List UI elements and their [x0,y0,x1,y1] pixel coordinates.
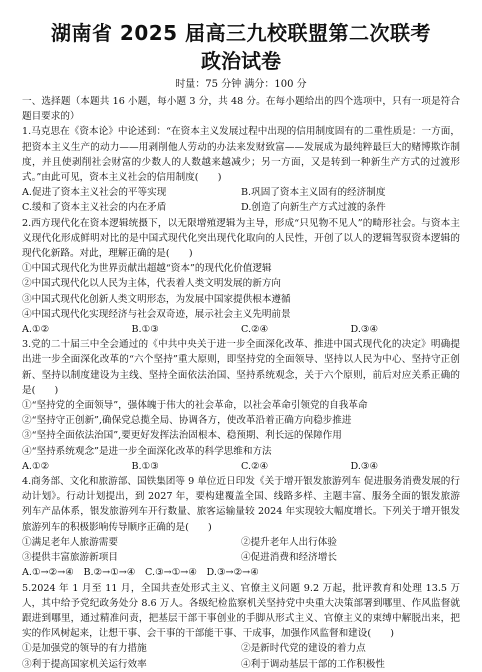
question-4-item: ②提升老年人出行体验 [241,536,337,548]
question-4-items-row-2 [22,550,460,565]
question-2-option-d: D.③④ [350,324,379,336]
question-4-options: A.①→②→④ B.②→①→④ C.③→①→④ D.③→②→④ [22,567,259,579]
subject-title: 政治试卷 [201,49,281,73]
question-1-option-d: D.创造了向新生产方式过渡的条件 [241,202,386,214]
question-1-option-b: B.巩固了资本主义固有的经济制度 [241,187,386,199]
question-4-item: ①满足老年人旅游需要 [22,536,118,548]
question-1-stem: 1.马克思在《资本论》中论述到：“在资本主义发展过程中出现的信用制度固有的二重性质是：一方面，把资本主义生产的动力——用剥削他人劳动的办法来发财致富——发展成为最纯粹最巨大的赌博欺诈制度，并且使剥削社会财富的少数人的人数越来越减少；另一方面，又是转到一种新生产方式的过渡形式。”由此可见，资本主义社会的信用制度( ) [22,126,460,184]
question-2-option-b: B.①③ [131,324,159,336]
question-3-item: ①“坚持党的全面领导”，强体魄于伟大的社会革命，以社会革命引领党的自我革命 [22,400,368,412]
question-3-option-b: B.①③ [131,460,159,472]
question-2-item: ④中国式现代化实现经济与社会双奇迹，展示社会主义先明前景 [22,308,291,320]
question-5-item: ①是加强党的领导的有力措施 [22,643,147,655]
question-1-option-c: C.缓和了资本主义社会的内在矛盾 [22,202,167,214]
question-3-option-a: A.①② [22,460,50,472]
question-4-item: ④促进消费和经济增长 [241,552,337,564]
question-1-option-a: A.促进了资本主义社会的平等实现 [22,187,167,199]
question-2-item: ①中国式现代化为世界贡献出超越“资本”的现代化价值逻辑 [22,263,272,275]
question-3-item: ②“坚持守正创新”,确保党总揽全局、协调各方，使改革沿着正确方向稳步推进 [22,415,352,427]
question-2-options [22,322,460,337]
question-3-item: ④“坚持系统观念”是进一步全面深化改革的科学思维和方法 [22,445,272,457]
section-intro: 一、选择题（本题共 16 小题，每小题 3 分，共 48 分。在每小题给出的四个选项中，只有一项是符合题目要求的） [22,96,460,123]
exam-body [22,94,460,672]
question-2-item: ③中国式现代化创新人类文明形态，为发展中国家提供根本遵循 [22,293,291,305]
question-4-stem: 4.商务部、文化和旅游部、国铁集团等 9 单位近日印发《关于增开银发旅游列车 促进服务消费发展的行动计划》。行动计划提出，到 2027 年，要构建覆盖全国、线路多样、主题丰富、服务全面的银发旅游列车产品体系，银发旅游列车开行数量、旅客运输量较 2024 年实现较大幅度增长。下列关于增开银发旅游列车的积极影响传导顺序正确的是( ) [22,476,460,533]
question-3-option-d: D.③④ [350,460,379,472]
question-1-options-row-1 [22,185,460,200]
question-5-stem: 5.2024 年 1 月至 11 月，全国共查处形式主义、官僚主义问题 9.2 万起，批评教育和处理 13.5 万人，其中给予党纪政务处分 8.6 万人。各级纪检监察机关坚持党中央重大决策部署到哪里、作风监督就跟进到哪里，通过精准问责，把基层干部干事创业的手脚从形式主义、官僚主义的束缚中解脱出来，把实的作风树起来，让想干事、会干事的干部能干事、干成事，加强作风监督和建设( ) [22,582,460,640]
question-2-stem: 2.西方现代化在资本逻辑统摄下，以无限增殖逻辑为主导，形成“只见物不见人”的畸形社会。与资本主义现代化形成鲜明对比的是中国式现代化突出现代化取向的人民性，开创了以人的逻辑驾驭资本逻辑的现代化新路。对此，理解正确的是( ) [22,217,460,260]
question-5-items-row-2 [22,657,460,672]
exam-meta: 时量：75 分钟 满分：100 分 [175,79,307,90]
question-4-items-row-1 [22,535,460,550]
question-3-options [22,459,460,474]
question-5-items-row-1 [22,641,460,656]
question-3-stem: 3.党的二十届三中全会通过的《中共中央关于进一步全面深化改革、推进中国式现代化的决定》明确提出进一步全面深化改革的“六个坚持”重大原则，即坚持党的全面领导、坚持以人民为中心、坚持守正创新、坚持以制度建设为主线、坚持全面依法治国、坚持系统观念，关于六个原则，前后对应关系正确的是( ) [22,339,460,396]
question-1-options-row-2 [22,200,460,215]
exam-title: 湖南省 2025 届高三九校联盟第二次联考 [50,21,432,45]
question-2-item: ②中国式现代化以人民为主体，代表着人类文明发展的新方向 [22,278,282,290]
question-3-item: ③“坚持全面依法治国”,要更好发挥法治固根本、稳预期、利长远的保障作用 [22,430,342,442]
question-4-item: ③提供丰富旅游新项目 [22,552,118,564]
question-5-item: ④利于调动基层干部的工作积极性 [241,658,385,670]
question-3-option-c: C.②④ [241,460,269,472]
question-2-option-a: A.①② [22,324,50,336]
question-2-option-c: C.②④ [241,324,269,336]
question-5-item: ②是新时代党的建设的着力点 [241,643,366,655]
question-5-item: ③利于提高国家机关运行效率 [22,658,147,670]
